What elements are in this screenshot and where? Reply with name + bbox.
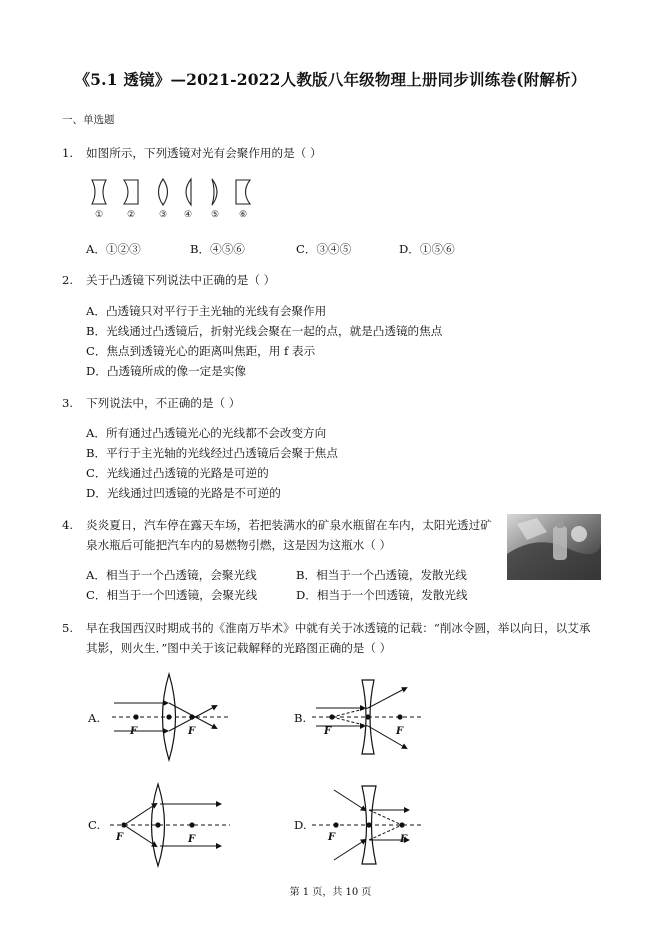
question-number: 1. bbox=[62, 146, 74, 160]
lens-shape bbox=[186, 179, 191, 205]
lens-label: ② bbox=[126, 210, 136, 220]
question-stem-line-1: 早在我国西汉时期成书的《淮南万毕术》中就有关于冰透镜的记载：“削冰令圆，举以向日，以艾承 bbox=[86, 621, 591, 635]
lens-label: ③ bbox=[158, 210, 168, 220]
option-b: B．④⑤⑥ bbox=[190, 242, 245, 256]
question-number: 2. bbox=[62, 273, 74, 287]
question-number: 4. bbox=[62, 518, 74, 532]
lens-shape bbox=[212, 179, 217, 205]
question-stem: 下列说法中，不正确的是（ ） bbox=[86, 396, 241, 410]
question-stem-line-2: 泉水瓶后可能把汽车内的易燃物引燃，这是因为这瓶水（ ） bbox=[86, 538, 392, 552]
focus-label: F bbox=[324, 726, 332, 737]
option-c: C．焦点到透镜光心的距离叫焦距，用 f 表示 bbox=[86, 344, 316, 358]
lens-figure bbox=[84, 176, 264, 220]
option-a: A．相当于一个凸透镜，会聚光线 bbox=[86, 568, 257, 582]
option-d: D．光线通过凹透镜的光路是不可逆的 bbox=[86, 486, 281, 500]
page-footer: 第 1 页，共 10 页 bbox=[289, 887, 372, 898]
question-stem-line-1: 炎炎夏日，汽车停在露天车场，若把装满水的矿泉水瓶留在车内，太阳光透过矿 bbox=[86, 518, 492, 532]
option-c: C．光线通过凸透镜的光路是可逆的 bbox=[86, 466, 269, 480]
ray-diagram-b bbox=[308, 670, 428, 765]
option-a: A．凸透镜只对平行于主光轴的光线有会聚作用 bbox=[86, 304, 327, 318]
car-photo bbox=[507, 514, 601, 580]
lens-shape bbox=[236, 180, 250, 204]
ray-diagram-d bbox=[308, 780, 428, 872]
option-a: A．①②③ bbox=[86, 242, 141, 256]
option-b: B．相当于一个凸透镜，发散光线 bbox=[296, 568, 467, 582]
lens-shape bbox=[159, 179, 168, 205]
focus-label: F bbox=[328, 832, 336, 843]
focus-label: F bbox=[188, 834, 196, 845]
question-number: 5. bbox=[62, 621, 74, 635]
lens-label: ⑥ bbox=[238, 210, 248, 220]
option-d-label: D. bbox=[294, 818, 307, 832]
focus-label: F bbox=[400, 834, 408, 845]
option-c: C．③④⑤ bbox=[296, 242, 352, 256]
ray-diagram-c bbox=[104, 780, 234, 872]
option-d: D．相当于一个凹透镜，发散光线 bbox=[296, 588, 468, 602]
focus-label: F bbox=[130, 726, 138, 737]
page-title: 《5.1 透镜》—2021-2022人教版八年级物理上册同步训练卷(附解析） bbox=[74, 70, 587, 89]
lens-label: ⑤ bbox=[210, 210, 220, 220]
option-a: A．所有通过凸透镜光心的光线都不会改变方向 bbox=[86, 426, 327, 440]
option-d: D．①⑤⑥ bbox=[399, 242, 455, 256]
option-b: B．平行于主光轴的光线经过凸透镜后会聚于焦点 bbox=[86, 446, 338, 460]
question-stem: 如图所示，下列透镜对光有会聚作用的是（ ） bbox=[86, 146, 322, 160]
lens-shape bbox=[92, 180, 106, 204]
option-b-label: B. bbox=[294, 711, 307, 725]
focus-label: F bbox=[396, 726, 404, 737]
option-c-label: C. bbox=[88, 818, 101, 832]
section-heading: 一、单选题 bbox=[62, 114, 115, 126]
question-stem: 关于凸透镜下列说法中正确的是（ ） bbox=[86, 273, 276, 287]
option-c: C．相当于一个凹透镜，会聚光线 bbox=[86, 588, 258, 602]
question-stem-line-2: 其影，则火生．”图中关于该记载解释的光路图正确的是（ ） bbox=[86, 641, 392, 655]
lens-label: ① bbox=[94, 210, 104, 220]
option-d: D．凸透镜所成的像一定是实像 bbox=[86, 364, 247, 378]
focus-label: F bbox=[188, 726, 196, 737]
ray-diagram-a bbox=[104, 670, 234, 765]
option-a-label: A. bbox=[88, 711, 101, 725]
question-number: 3. bbox=[62, 396, 74, 410]
lens-label: ④ bbox=[183, 210, 193, 220]
lens-shape bbox=[124, 180, 138, 204]
focus-label: F bbox=[116, 832, 124, 843]
option-b: B．光线通过凸透镜后，折射光线会聚在一起的点，就是凸透镜的焦点 bbox=[86, 324, 443, 338]
